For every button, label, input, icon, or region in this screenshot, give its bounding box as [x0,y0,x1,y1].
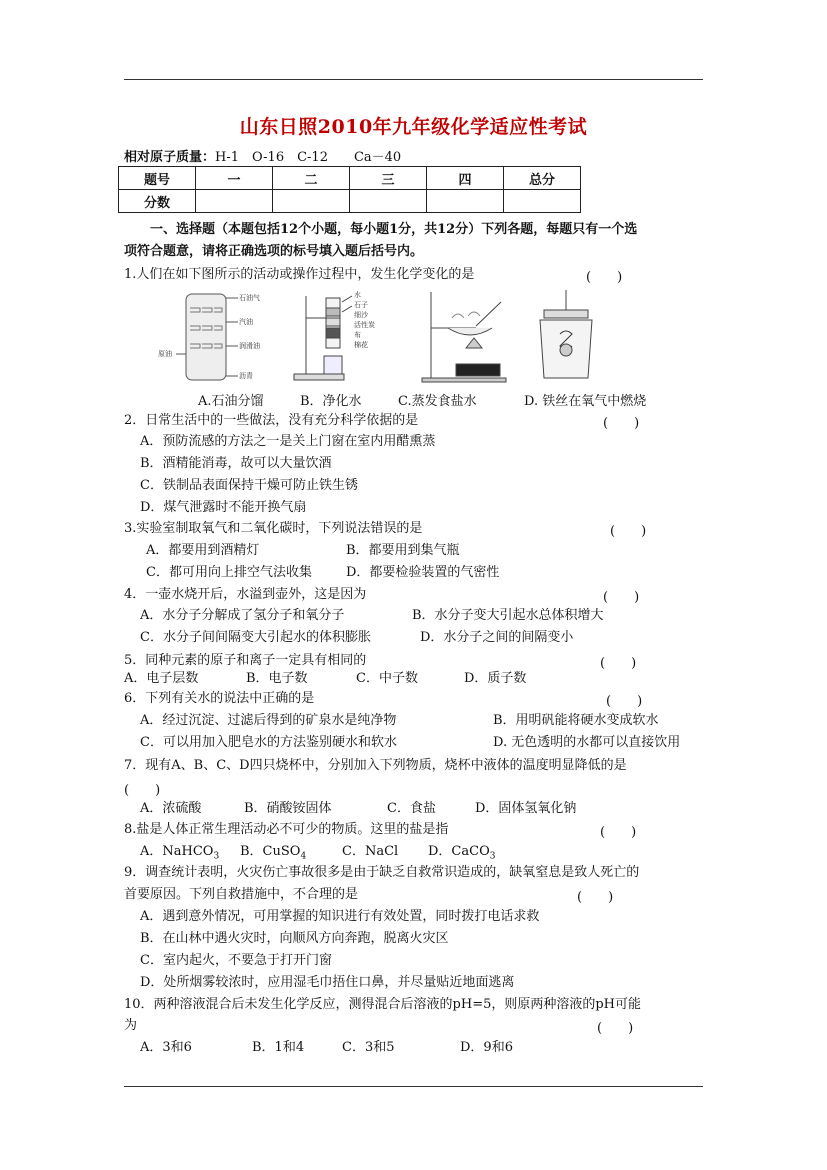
q6-option-a: A．经过沉淀、过滤后得到的矿泉水是纯净物 [140,713,397,728]
q10-stem-line2: 为 [124,1018,138,1033]
q8-option-a-text: A．NaHCO [140,844,214,859]
fig-label-yuanyou: 原油 [158,350,172,358]
q2-option-b: B．酒精能消毒，故可以大量饮酒 [140,456,332,471]
q4-option-c: C．水分子间间隔变大引起水的体积膨胀 [140,630,371,645]
q1-answer-paren[interactable]: ( ) [586,270,623,285]
q3-option-d: D．都要检验装置的气密性 [346,565,500,580]
fig-label-shui: 水 [354,291,361,299]
q4-stem: 4．一壶水烧开后，水溢到壶外，这是因为 [124,587,367,602]
fig-label-qiyou: 汽油 [239,318,253,326]
q1-caption-d: D. 铁丝在氧气中燃烧 [524,394,647,409]
fig-label-runhuayou: 润滑油 [239,342,260,350]
q5-stem: 5．同种元素的原子和离子一定具有相同的 [124,653,367,668]
score-table-score-row [119,190,581,213]
q1-stem: 1.人们在如下图所示的活动或操作过程中，发生化学变化的是 [124,267,475,282]
iron-combustion-illustration [540,290,592,378]
fig-label-bu: 布 [354,331,361,339]
score-cell: 三 [350,167,427,190]
q9-option-d: D．处所烟雾较浓时，应用湿毛巾捂住口鼻，并尽量贴近地面逃离 [140,975,515,990]
q8-option-b [240,843,306,866]
score-cell: 总分 [504,167,581,190]
q8-option-c: C．NaCl [342,844,399,859]
q3-option-a: A．都要用到酒精灯 [146,543,260,558]
score-input-cell[interactable] [196,190,273,213]
q7-answer-paren[interactable]: ( ) [124,783,161,798]
fig-label-shiyouqi: 石油气 [239,294,260,302]
q8-option-b-sub: 4 [300,851,307,862]
q8-option-a [140,843,219,866]
q1-caption-a: A.石油分馏 [198,394,264,409]
q6-stem: 6．下列有关水的说法中正确的是 [124,691,315,706]
q10-option-b: B．1和4 [252,1040,305,1055]
q5-option-c: C．中子数 [356,671,418,686]
score-row-label: 分数 [119,190,196,213]
q1-figure [158,288,616,384]
q8-option-d-text: D．CaCO [428,844,490,859]
q4-answer-paren[interactable]: ( ) [603,590,640,605]
fig-label-liqing: 沥青 [239,372,253,380]
atomic-mass-line [124,146,401,165]
score-input-cell[interactable] [427,190,504,213]
score-table [118,166,581,213]
q7-option-c: C．食盐 [387,801,436,816]
fig-label-xisha: 细沙 [354,311,368,319]
q9-stem-line2: 首要原因。下列自救措施中，不合理的是 [124,887,359,902]
q8-stem: 8.盐是人体正常生理活动必不可少的物质。这里的盐是指 [124,822,449,837]
score-table-header-row [119,167,581,190]
atomic-mass-values: H-1 O-16 C-12 Ca－40 [215,150,402,165]
header-rule [124,79,703,80]
q3-option-b: B．都要用到集气瓶 [346,543,460,558]
score-input-cell[interactable] [273,190,350,213]
q7-stem: 7．现有A、B、C、D四只烧杯中，分别加入下列物质，烧杯中液体的温度明显降低的是 [124,758,627,773]
q1-caption-b: B．净化水 [300,394,362,409]
q9-option-b: B．在山林中遇火灾时，向顺风方向奔跑，脱离火灾区 [140,931,449,946]
q6-option-b: B．用明矾能将硬水变成软水 [493,713,659,728]
water-purifier-illustration [294,296,352,380]
footer-rule [124,1086,703,1087]
score-input-cell[interactable] [504,190,581,213]
section1-line1: 一、选择题（本题包括12个小题，每小题1分，共12分）下列各题，每题只有一个选 [150,222,638,237]
q6-option-c: C．可以用加入肥皂水的方法鉴别硬水和软水 [140,735,397,750]
q5-option-b: B．电子数 [246,671,308,686]
q9-option-c: C．室内起火，不要急于打开门窗 [140,953,332,968]
q8-option-d [428,843,495,866]
q10-option-c: C．3和5 [342,1040,395,1055]
q1-caption-c: C.蒸发食盐水 [398,394,477,409]
q8-option-d-sub: 3 [489,851,496,862]
q3-stem: 3.实验室制取氧气和二氧化碳时，下列说法错误的是 [124,521,423,536]
q8-answer-paren[interactable]: ( ) [600,825,637,840]
score-cell: 一 [196,167,273,190]
fig-label-mianhua: 棉花 [354,341,368,349]
q6-option-d: D. 无色透明的水都可以直接饮用 [493,735,681,750]
q2-option-a: A．预防流感的方法之一是关上门窗在室内用醋熏蒸 [140,434,436,449]
q10-answer-paren[interactable]: ( ) [597,1021,634,1036]
q2-stem: 2．日常生活中的一些做法，没有充分科学依据的是 [124,413,419,428]
q8-option-a-sub: 3 [213,851,220,862]
q3-option-c: C．都可用向上排空气法收集 [146,565,312,580]
q10-option-d: D．9和6 [460,1040,513,1055]
fractionating-tower-illustration [176,294,238,380]
atomic-mass-label: 相对原子质量： [124,150,216,165]
q10-stem-line1: 10．两种溶液混合后未发生化学反应，测得混合后溶液的pH=5，则原两种溶液的pH可能 [124,997,642,1012]
q7-option-d: D．固体氢氧化钠 [475,801,577,816]
q9-answer-paren[interactable]: ( ) [577,890,614,905]
q2-answer-paren[interactable]: ( ) [603,416,640,431]
q3-answer-paren[interactable]: ( ) [610,524,647,539]
score-cell: 题号 [119,167,196,190]
q5-answer-paren[interactable]: ( ) [600,656,637,671]
page-title: 山东日照2010年九年级化学适应性考试 [239,116,588,138]
q2-option-c: C．铁制品表面保持干燥可防止铁生锈 [140,478,358,493]
q10-option-a: A．3和6 [140,1040,192,1055]
q5-option-a: A．电子层数 [124,671,199,686]
score-cell: 四 [427,167,504,190]
evaporation-illustration [422,292,506,382]
fig-label-shizi: 石子 [354,301,368,309]
q8-option-b-text: B．CuSO [240,844,301,859]
q4-option-b: B．水分子变大引起水总体积增大 [412,608,604,623]
q6-answer-paren[interactable]: ( ) [606,694,643,709]
q2-option-d: D．煤气泄露时不能开换气扇 [140,500,307,515]
q7-option-b: B．硝酸铵固体 [244,801,332,816]
q9-option-a: A．遇到意外情况，可用掌握的知识进行有效处置，同时拨打电话求救 [140,909,540,924]
fig-label-huoxingtan: 活性炭 [354,321,375,329]
section1-line2: 项符合题意，请将正确选项的标号填入题后括号内。 [124,244,424,259]
q5-option-d: D．质子数 [464,671,527,686]
q4-option-a: A．水分子分解成了氢分子和氧分子 [140,608,345,623]
q9-stem-line1: 9．调查统计表明，火灾伤亡事故很多是由于缺乏自救常识造成的，缺氧窒息是致人死亡的 [124,865,640,880]
score-input-cell[interactable] [350,190,427,213]
q4-option-d: D．水分子之间的间隔变小 [420,630,574,645]
q7-option-a: A．浓硫酸 [140,801,202,816]
score-cell: 二 [273,167,350,190]
